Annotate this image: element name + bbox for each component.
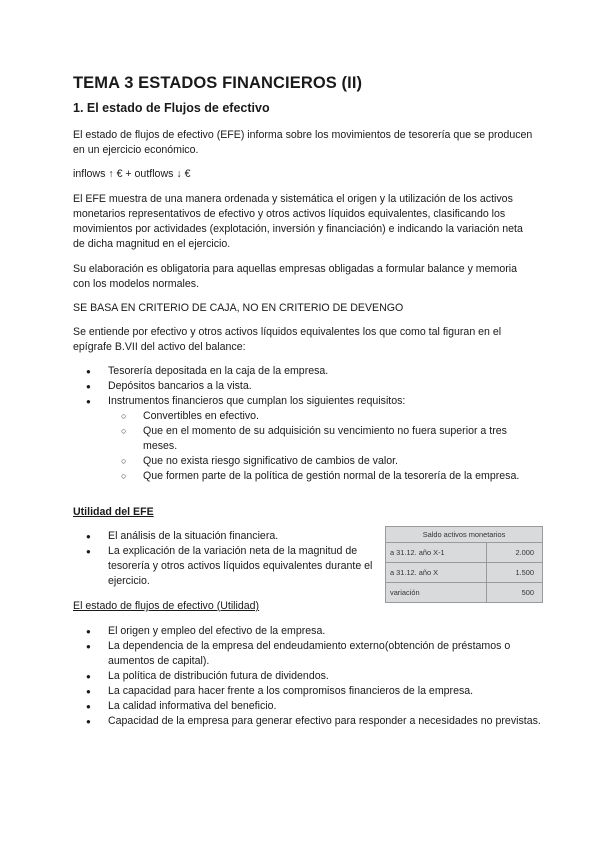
sublist-item: ○ Que no exista riesgo significativo de cambios de valor. (108, 454, 543, 469)
definition-paragraph: Se entiende por efectivo y otros activos líquidos equivalentes los que como tal figuran en el epígrafe B.VII del activo del balance: (73, 326, 502, 353)
list-item: ● La capacidad para hacer frente a los compromisos financieros de la empresa. (73, 684, 545, 699)
table-cell-value: 500 (521, 588, 534, 597)
list-item: ● La política de distribución futura de dividendos. (73, 669, 545, 684)
section-heading: 1. El estado de Flujos de efectivo (73, 101, 270, 115)
requirements-sublist (108, 409, 543, 484)
table-cell-value: 2.000 (515, 548, 534, 557)
sublist-item: ○ Convertibles en efectivo. (108, 409, 543, 424)
obligation-paragraph: Su elaboración es obligatoria para aquellas empresas obligadas a formular balance y memoria con los modelos normales. (73, 263, 518, 290)
list-item: ● El análisis de la situación financiera. (73, 529, 378, 544)
utilidad2-heading: El estado de flujos de efectivo (Utilidad) (73, 600, 260, 612)
table-header: Saldo activos monetarios (386, 527, 542, 543)
list-item: ● Depósitos bancarios a la vista. (73, 379, 543, 394)
list-item: ● El origen y empleo del efectivo de la empresa. (73, 624, 545, 639)
efe-description-paragraph: El EFE muestra de una manera ordenada y sistemática el origen y la utilización de los activos monetarios representativos de efectivo y otros activos líquidos equivalentes, clasificando los movimientos por actividades (explotación, inversión y financiación) e indicando la variación neta de dicha magnitud en el ejercicio. (73, 193, 523, 250)
utilidad2-list (73, 624, 545, 729)
list-item: ● La explicación de la variación neta de la magnitud de tesorería y otros activos líquidos equivalentes durante el ejercicio. (73, 544, 378, 589)
list-item: ● La calidad informativa del beneficio. (73, 699, 545, 714)
table-row (386, 543, 542, 563)
utilidad-heading: Utilidad del EFE (73, 506, 154, 518)
monetary-balance-table (385, 526, 543, 603)
table-cell-label: a 31.12. año X (386, 563, 487, 582)
list-item-text: Instrumentos financieros que cumplan los siguientes requisitos: (108, 395, 406, 407)
list-item: ● Tesorería depositada en la caja de la empresa. (73, 364, 543, 379)
sublist-item: ○ Que en el momento de su adquisición su vencimiento no fuera superior a tres meses. (108, 424, 543, 454)
table-cell-label: variación (386, 583, 487, 602)
list-item: ● Capacidad de la empresa para generar efectivo para responder a necesidades no previstas. (73, 714, 545, 729)
criterion-statement: SE BASA EN CRITERIO DE CAJA, NO EN CRITERIO DE DEVENGO (73, 302, 404, 314)
cash-items-list (73, 364, 543, 484)
intro-paragraph: El estado de flujos de efectivo (EFE) informa sobre los movimientos de tesorería que se producen en un ejercicio económico. (73, 129, 533, 156)
table-cell-label: a 31.12. año X-1 (386, 543, 487, 562)
table-cell-value: 1.500 (515, 568, 534, 577)
list-item: ● La dependencia de la empresa del endeudamiento externo(obtención de préstamos o aumentos de capital). (73, 639, 545, 669)
table-row (386, 563, 542, 583)
list-item (73, 394, 543, 484)
inflows-formula: inflows ↑ € + outflows ↓ € (73, 168, 191, 180)
page-title: TEMA 3 ESTADOS FINANCIEROS (II) (73, 74, 363, 92)
sublist-item: ○ Que formen parte de la política de gestión normal de la tesorería de la empresa. (108, 469, 543, 484)
utilidad-list (73, 529, 378, 589)
